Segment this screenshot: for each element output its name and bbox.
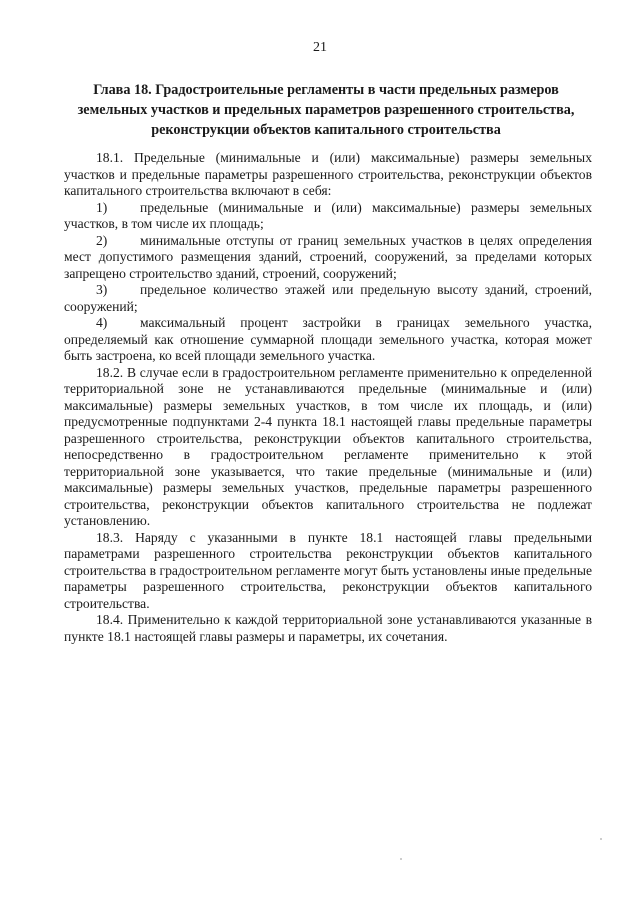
chapter-title: Глава 18. Градостроительные регламенты в части предельных размеров земельных участков и предельных параметров разрешенного строительства, реконструкции объектов капитального строительства [77,82,575,138]
list-item-number: 1) [96,199,108,215]
list-item [64,315,592,365]
list-item-number: 4) [96,315,108,330]
section-18-1-intro: 18.1. Предельные (минимальные и (или) максимальные) размеры земельных участков и предельные параметры разрешенного строительства, реконструкции объектов капитального строительства включают в себя: [64,150,592,198]
section-18-2: 18.2. В случае если в градостроительном регламенте применительно к определенной территориальной зоне не устанавливаются предельные (минимальные и (или) максимальные) размеры земельных участков, в том числе их площадь, и (или) предусмотренные подпунктами 2-4 пункта 18.1 настоящей главы предельные параметры разрешенного строительства, реконструкции объектов капитального строительства, непосредственно в градостроительном регламенте применительно к этой территориальной зоне указывается, что такие предельные (минимальные и (или) максимальные) размеры земельных участков, предельные параметры разрешенного строительства, реконструкции объектов капитального строительства не подлежат установлению. [64,364,592,528]
list-item-text: максимальный процент застройки в границах земельного участка, определяемый как отношение суммарной площади земельного участка, которая может быть застроена, ко всей площади земельного участка. [64,315,592,363]
scan-speck [600,838,602,840]
list-item [64,233,592,283]
list-item-number: 3) [96,282,108,297]
list-item [64,200,592,233]
list-item-text: предельные (минимальные и (или) максимальные) размеры земельных участков, в том числе их площадь; [64,199,592,231]
list-item [64,282,592,315]
section-18-3: 18.3. Наряду с указанными в пункте 18.1 настоящей главы предельными параметрами разрешенного строительства реконструкции объектов капитального строительства в градостроительном регламенте могут быть установлены иные предельные параметры разрешенного строительства, реконструкции объектов капитального строительства. [64,529,592,611]
list-item-text: минимальные отступы от границ земельных участков в целях определения мест допустимого размещения зданий, строений, сооружений, за пределами которых запрещено строительство зданий, строений, сооружений; [64,232,592,281]
list-item-text: предельное количество этажей или предельную высоту зданий, строений, сооружений; [64,282,592,314]
scan-speck [400,858,402,860]
list-item-number: 2) [96,232,108,248]
page-number: 21 [313,40,327,55]
document-body [64,150,592,645]
section-18-4: 18.4. Применительно к каждой территориальной зоне устанавливаются указанные в пункте 18.1 настоящей главы размеры и параметры, их сочетания. [64,612,592,644]
